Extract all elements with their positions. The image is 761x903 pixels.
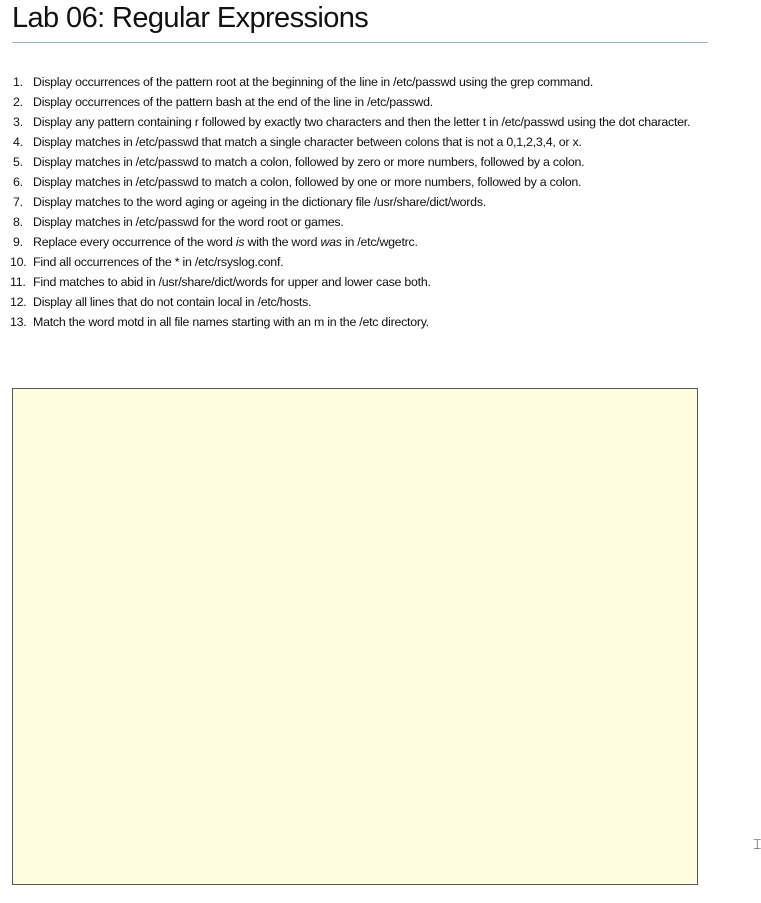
text-cursor-icon: ⌶: [753, 836, 761, 852]
list-item: [0, 212, 700, 232]
item-number: 2.: [13, 95, 23, 109]
list-item: [0, 232, 700, 252]
list-item: [0, 272, 700, 292]
item-text: Find matches to abid in /usr/share/dict/words for upper and lower case both.: [33, 275, 431, 289]
item-text: Display occurrences of the pattern root at the beginning of the line in /etc/passwd using the grep command.: [33, 75, 594, 89]
item-number: 7.: [13, 195, 23, 209]
item-number: 5.: [13, 155, 23, 169]
item-number: 4.: [13, 135, 23, 149]
page-title: Lab 06: Regular Expressions: [12, 2, 369, 34]
list-item: [0, 72, 700, 92]
item-text: Display matches in /etc/passwd that match a single character between colons that is not a 0,1,2,3,4, or x.: [33, 135, 582, 149]
list-item: [0, 252, 700, 272]
item-number: 12.: [10, 295, 27, 309]
item-text-italic: was: [320, 235, 342, 249]
item-text: Display matches in /etc/passwd to match a colon, followed by zero or more numbers, followed by a colon.: [33, 155, 585, 169]
item-text: Display all lines that do not contain local in /etc/hosts.: [33, 295, 312, 309]
item-text: Display any pattern containing r followed by exactly two characters and then the letter t in /etc/passwd using the dot character.: [33, 115, 691, 129]
item-number: 10.: [10, 255, 27, 269]
list-item: [0, 112, 700, 132]
item-text: Display occurrences of the pattern bash at the end of the line in /etc/passwd.: [33, 95, 433, 109]
list-item: [0, 292, 700, 312]
task-list: [0, 72, 700, 332]
item-text: with the word: [244, 235, 321, 249]
item-text: Find all occurrences of the * in /etc/rsyslog.conf.: [33, 255, 284, 269]
item-number: 3.: [13, 115, 23, 129]
list-item: [0, 172, 700, 192]
item-text: Display matches in /etc/passwd for the word root or games.: [33, 215, 344, 229]
item-text: Display matches to the word aging or ageing in the dictionary file /usr/share/dict/words.: [33, 195, 486, 209]
list-item: [0, 132, 700, 152]
item-text-italic: is: [235, 235, 245, 249]
item-text: Display matches in /etc/passwd to match a colon, followed by one or more numbers, followed by a colon.: [33, 175, 582, 189]
item-number: 11.: [10, 275, 26, 289]
list-item: [0, 312, 700, 332]
title-underline: [12, 42, 708, 43]
item-text: Replace every occurrence of the word: [33, 235, 236, 249]
list-item: [0, 92, 700, 112]
item-number: 8.: [13, 215, 23, 229]
list-item: [0, 192, 700, 212]
item-number: 6.: [13, 175, 23, 189]
item-number: 13.: [10, 315, 27, 329]
item-text: Match the word motd in all file names starting with an m in the /etc directory.: [33, 315, 429, 329]
item-number: 9.: [13, 235, 23, 249]
item-number: 1.: [13, 75, 23, 89]
item-text: in /etc/wgetrc.: [341, 235, 418, 249]
list-item: [0, 152, 700, 172]
answer-text-box[interactable]: [12, 388, 698, 885]
